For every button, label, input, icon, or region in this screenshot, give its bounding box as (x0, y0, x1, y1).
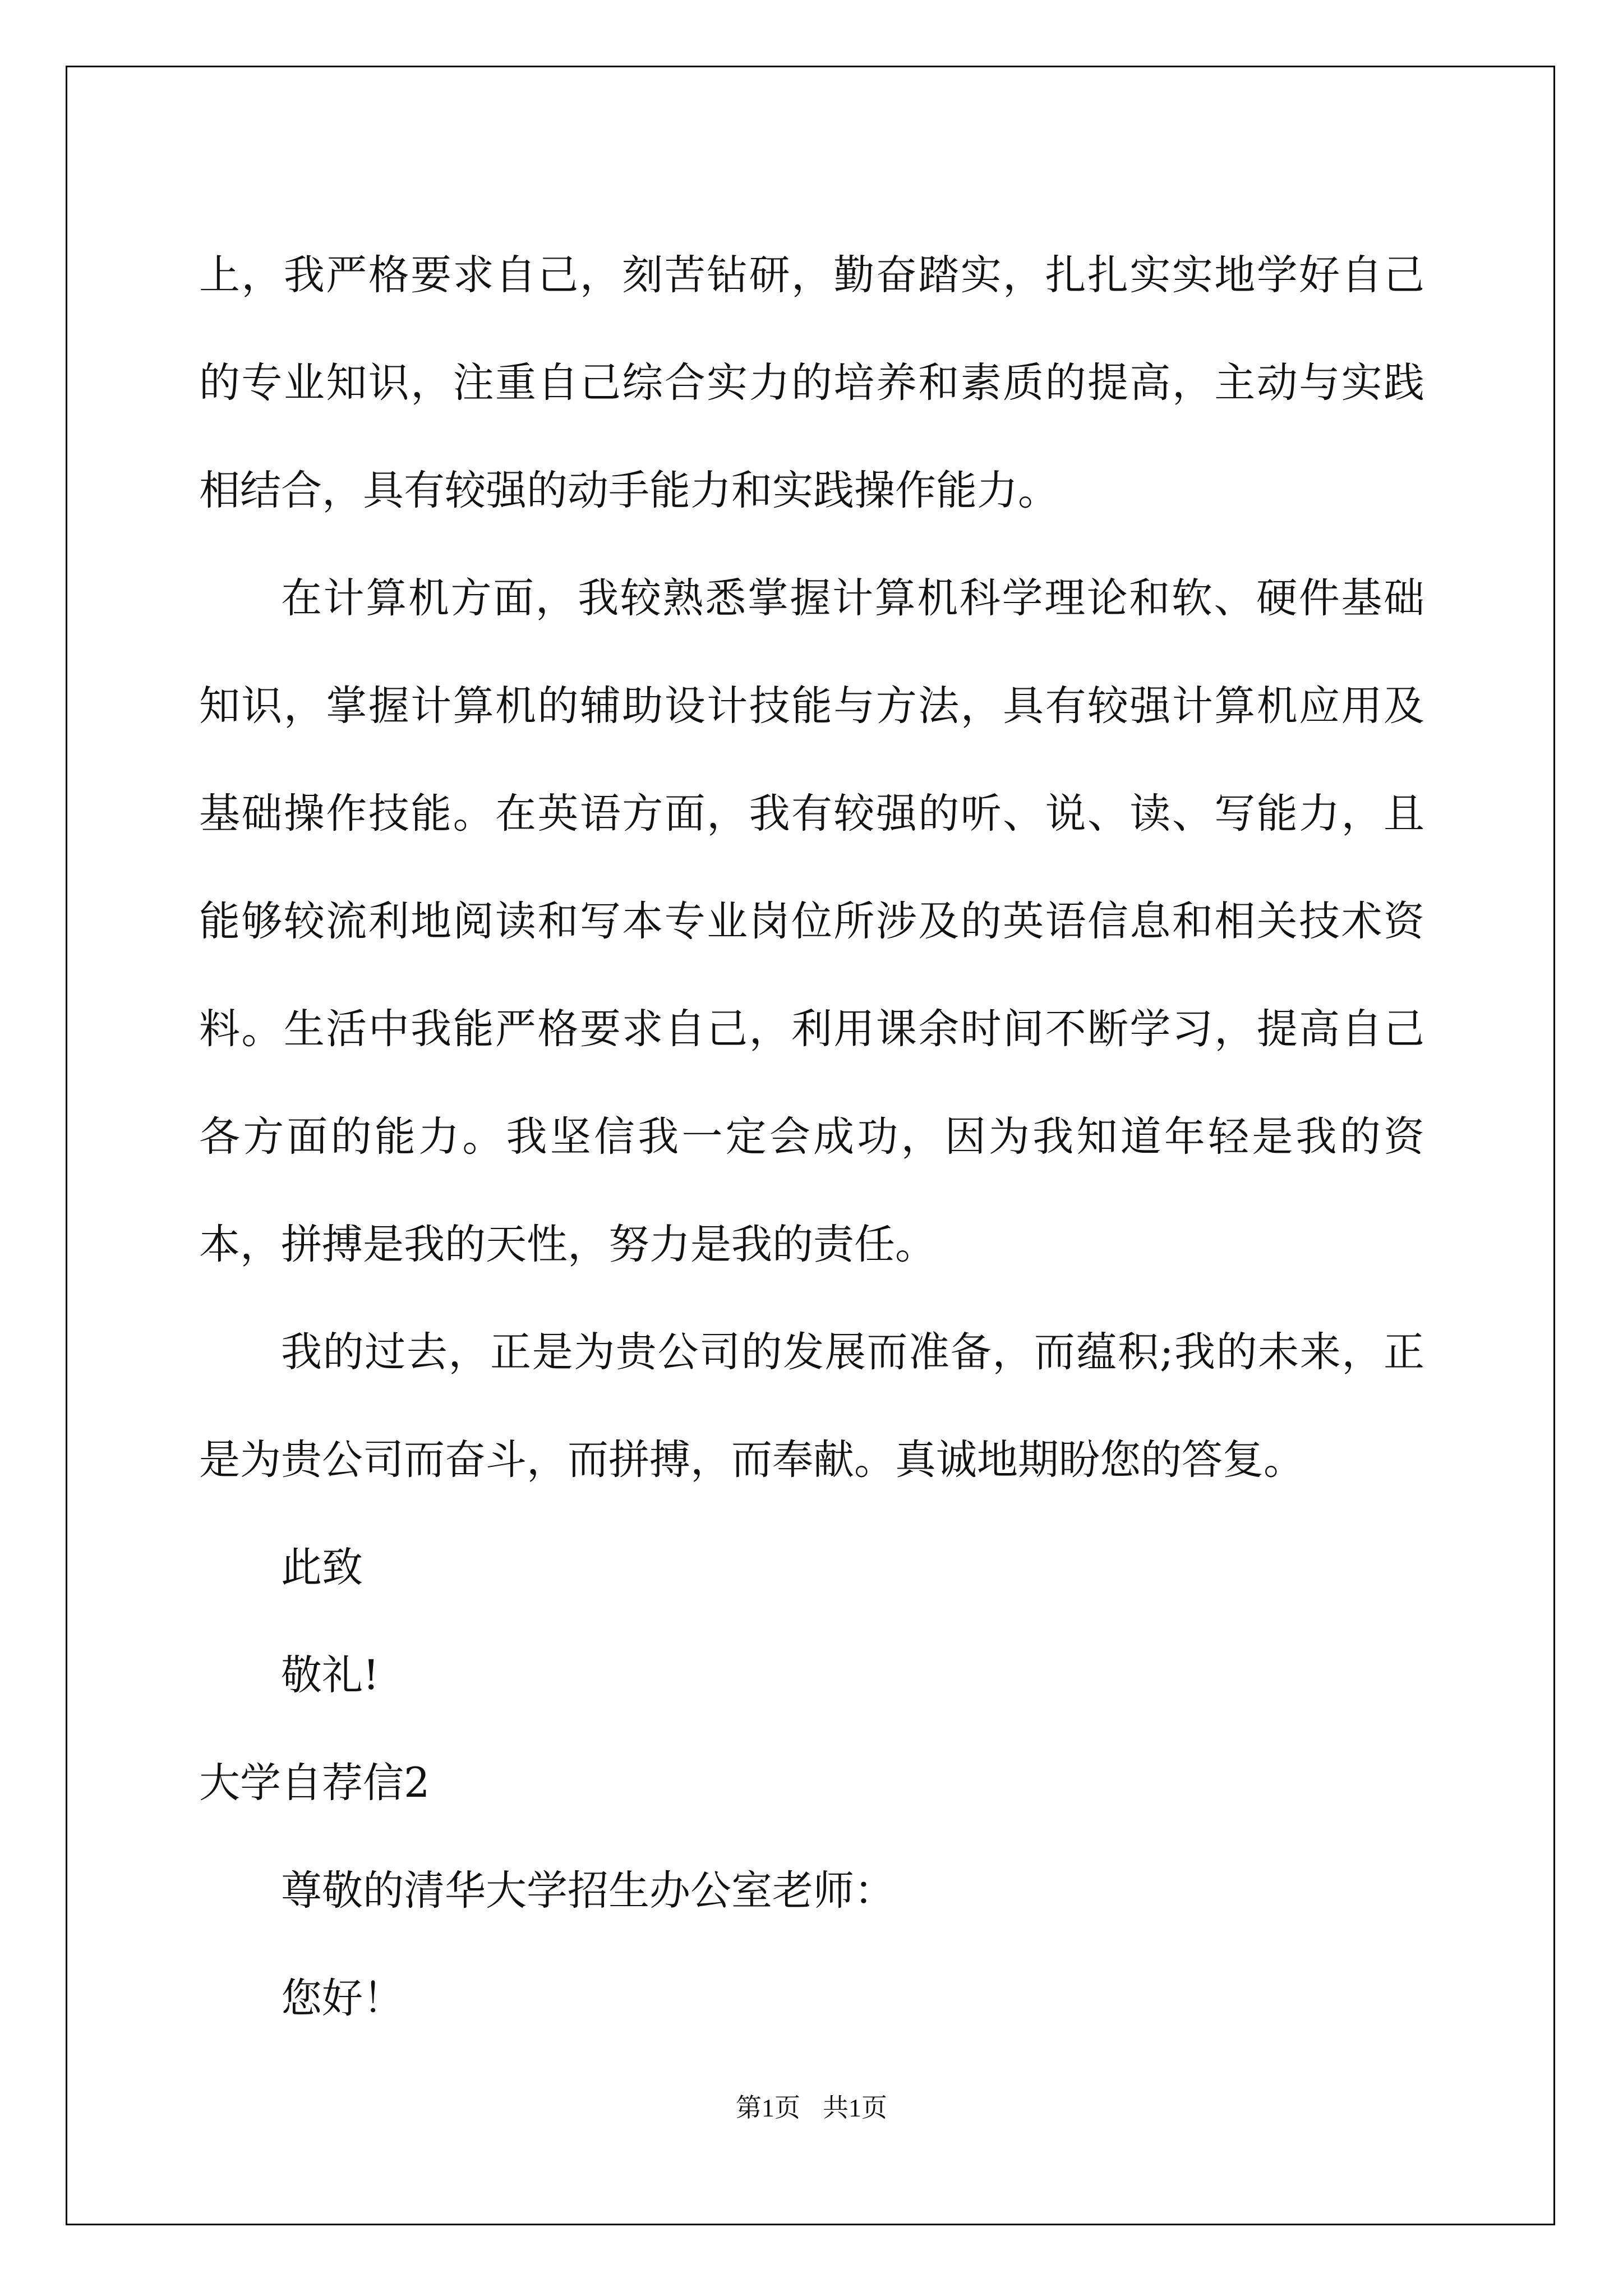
greeting: 您好！ (281, 1975, 404, 2022)
closing-salute: 敬礼! (281, 1651, 380, 1699)
section-heading: 大学自荐信2 (199, 1759, 430, 1807)
page-number-current: 第1页 (736, 2093, 800, 2122)
page-footer (0, 2091, 1623, 2125)
body-paragraph: 上，我严格要求自己，刻苦钻研，勤奋踏实，扎扎实实地学好自己的专业知识，注重自己综合实力的培养和素质的提高，主动与实践相结合，具有较强的动手能力和实践操作能力。 (199, 251, 1424, 514)
body-paragraph: 我的过去，正是为贵公司的发展而准备，而蕴积;我的未来，正是为贵公司而奋斗，而拼搏，而奉献。真诚地期盼您的答复。 (199, 1328, 1424, 1484)
closing-line: 此致 (281, 1544, 363, 1591)
page-number-total: 共1页 (823, 2093, 887, 2122)
body-paragraph: 在计算机方面，我较熟悉掌握计算机科学理论和软、硬件基础知识，掌握计算机的辅助设计技能与方法，具有较强计算机应用及基础操作技能。在英语方面，我有较强的听、说、读、写能力，且能够较流利地阅读和写本专业岗位所涉及的英语信息和相关技术资料。生活中我能严格要求自己，利用课余时间不断学习，提高自己各方面的能力。我坚信我一定会成功，因为我知道年轻是我的资本，拼搏是我的天性，努力是我的责任。 (199, 574, 1424, 1268)
salutation: 尊敬的清华大学招生办公室老师： (281, 1867, 895, 1915)
document-body (199, 222, 1424, 2053)
